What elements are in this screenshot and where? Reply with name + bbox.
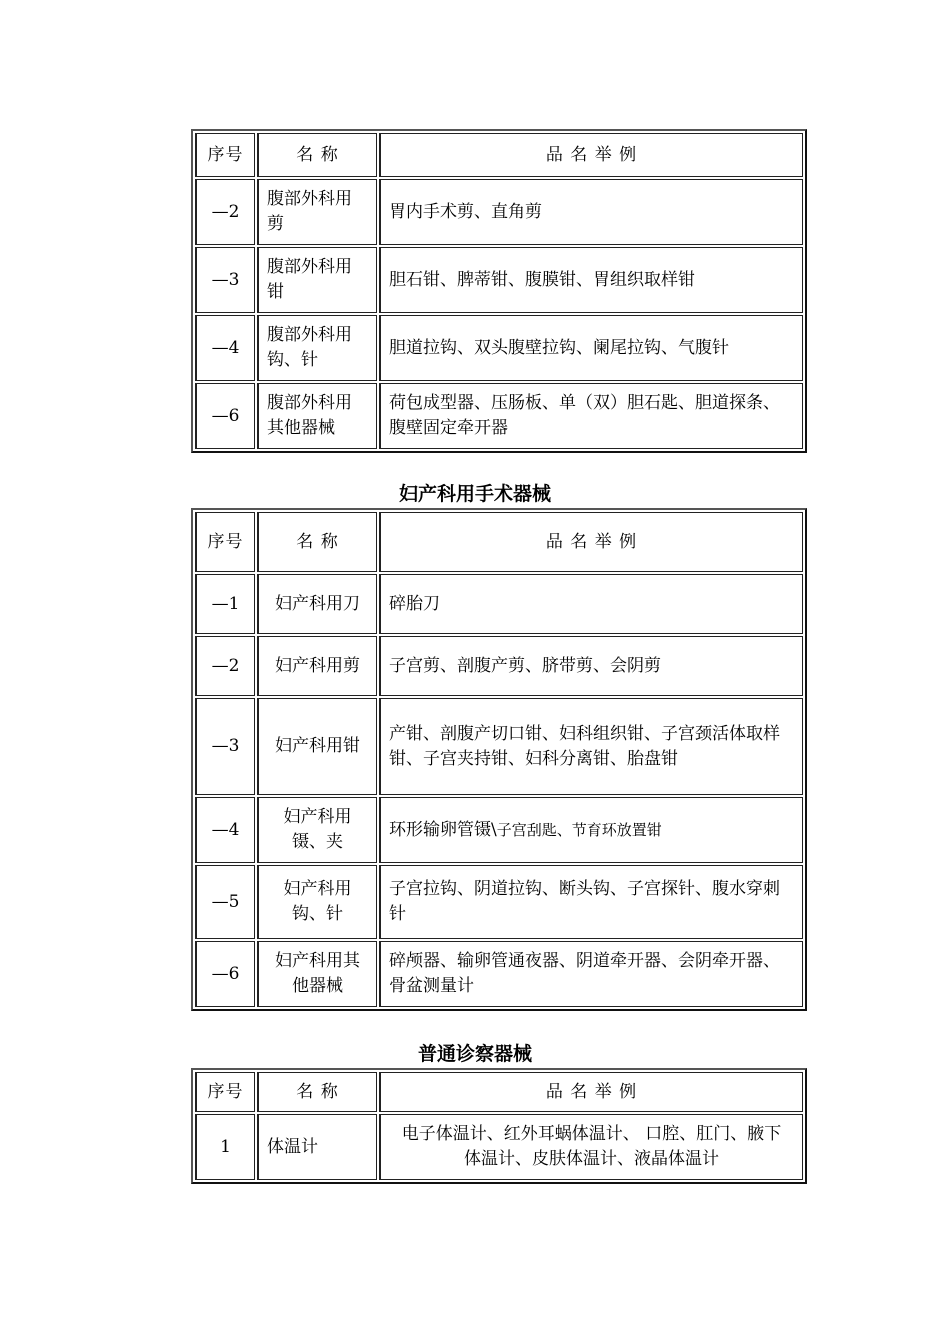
row-example: 子宫拉钩、阴道拉钩、断头钩、子宫探针、腹水穿刺针 bbox=[379, 865, 803, 939]
row-example: 产钳、剖腹产切口钳、妇科组织钳、子宫颈活体取样钳、子宫夹持钳、妇科分离钳、胎盘钳 bbox=[379, 698, 803, 795]
table-row bbox=[195, 636, 803, 696]
row-example: 碎胎刀 bbox=[379, 574, 803, 634]
row-example: 碎颅器、输卵管通夜器、阴道牵开器、会阴牵开器、骨盆测量计 bbox=[379, 941, 803, 1007]
table-row bbox=[195, 574, 803, 634]
table-row bbox=[195, 383, 803, 449]
row-example: 荷包成型器、压肠板、单（双）胆石匙、胆道探条、腹壁固定牵开器 bbox=[379, 383, 803, 449]
row-name: 腹部外科用钳 bbox=[257, 247, 377, 313]
row-no: —4 bbox=[195, 315, 255, 381]
table-row bbox=[195, 865, 803, 939]
row-name: 体温计 bbox=[257, 1114, 377, 1180]
header-name: 名 称 bbox=[257, 133, 377, 177]
section-title-general-exam: 普通诊察器械 bbox=[417, 1043, 532, 1065]
header-name: 名 称 bbox=[257, 1072, 377, 1112]
row-name: 妇产科用钳 bbox=[257, 698, 377, 795]
section-title-gynecology: 妇产科用手术器械 bbox=[398, 483, 551, 505]
row-example: 胆道拉钩、双头腹壁拉钩、阑尾拉钩、气腹针 bbox=[379, 315, 803, 381]
header-no: 序号 bbox=[195, 512, 255, 572]
row-example: 胃内手术剪、直角剪 bbox=[379, 179, 803, 245]
row-no: —5 bbox=[195, 865, 255, 939]
row-example-line-2: 体温计、皮肤体温计、液晶体温计 bbox=[464, 1149, 719, 1169]
row-no: —2 bbox=[195, 179, 255, 245]
row-no: —1 bbox=[195, 574, 255, 634]
table-header-row bbox=[195, 512, 803, 572]
header-example: 品 名 举 例 bbox=[379, 512, 803, 572]
table-general-exam bbox=[191, 1068, 807, 1184]
row-name: 妇产科用钩、针 bbox=[257, 865, 377, 939]
header-no: 序号 bbox=[195, 133, 255, 177]
row-example-line-1: 电子体温计、红外耳蜗体温计、 口腔、肛门、腋下 bbox=[401, 1124, 782, 1144]
table-header-row bbox=[195, 1072, 803, 1112]
row-no: —3 bbox=[195, 247, 255, 313]
row-example: 胆石钳、脾蒂钳、腹膜钳、胃组织取样钳 bbox=[379, 247, 803, 313]
header-no: 序号 bbox=[195, 1072, 255, 1112]
table-gynecology bbox=[191, 508, 807, 1011]
table-header-row bbox=[195, 133, 803, 177]
row-name: 腹部外科用钩、针 bbox=[257, 315, 377, 381]
row-no: —4 bbox=[195, 797, 255, 863]
row-no: —6 bbox=[195, 383, 255, 449]
header-example: 品 名 举 例 bbox=[379, 1072, 803, 1112]
table-row bbox=[195, 698, 803, 795]
row-no: —2 bbox=[195, 636, 255, 696]
row-example-part-b: 子宫刮匙、节育环放置钳 bbox=[496, 820, 662, 839]
row-name: 腹部外科用剪 bbox=[257, 179, 377, 245]
row-example: 子宫剪、剖腹产剪、脐带剪、会阴剪 bbox=[379, 636, 803, 696]
table-row bbox=[195, 1114, 803, 1180]
row-no: 1 bbox=[195, 1114, 255, 1180]
row-name: 妇产科用镊、夹 bbox=[257, 797, 377, 863]
row-name: 妇产科用刀 bbox=[257, 574, 377, 634]
table-row bbox=[195, 315, 803, 381]
row-example bbox=[379, 1114, 803, 1180]
table-row bbox=[195, 797, 803, 863]
row-name: 妇产科用其他器械 bbox=[257, 941, 377, 1007]
row-name: 妇产科用剪 bbox=[257, 636, 377, 696]
table-abdominal-surgery bbox=[191, 129, 807, 453]
header-example: 品 名 举 例 bbox=[379, 133, 803, 177]
table-row bbox=[195, 941, 803, 1007]
row-name: 腹部外科用其他器械 bbox=[257, 383, 377, 449]
table-row bbox=[195, 247, 803, 313]
header-name: 名 称 bbox=[257, 512, 377, 572]
row-example bbox=[379, 797, 803, 863]
row-example-part-a: 环形输卵管镊\ bbox=[389, 819, 497, 840]
table-row bbox=[195, 179, 803, 245]
row-no: —3 bbox=[195, 698, 255, 795]
row-no: —6 bbox=[195, 941, 255, 1007]
